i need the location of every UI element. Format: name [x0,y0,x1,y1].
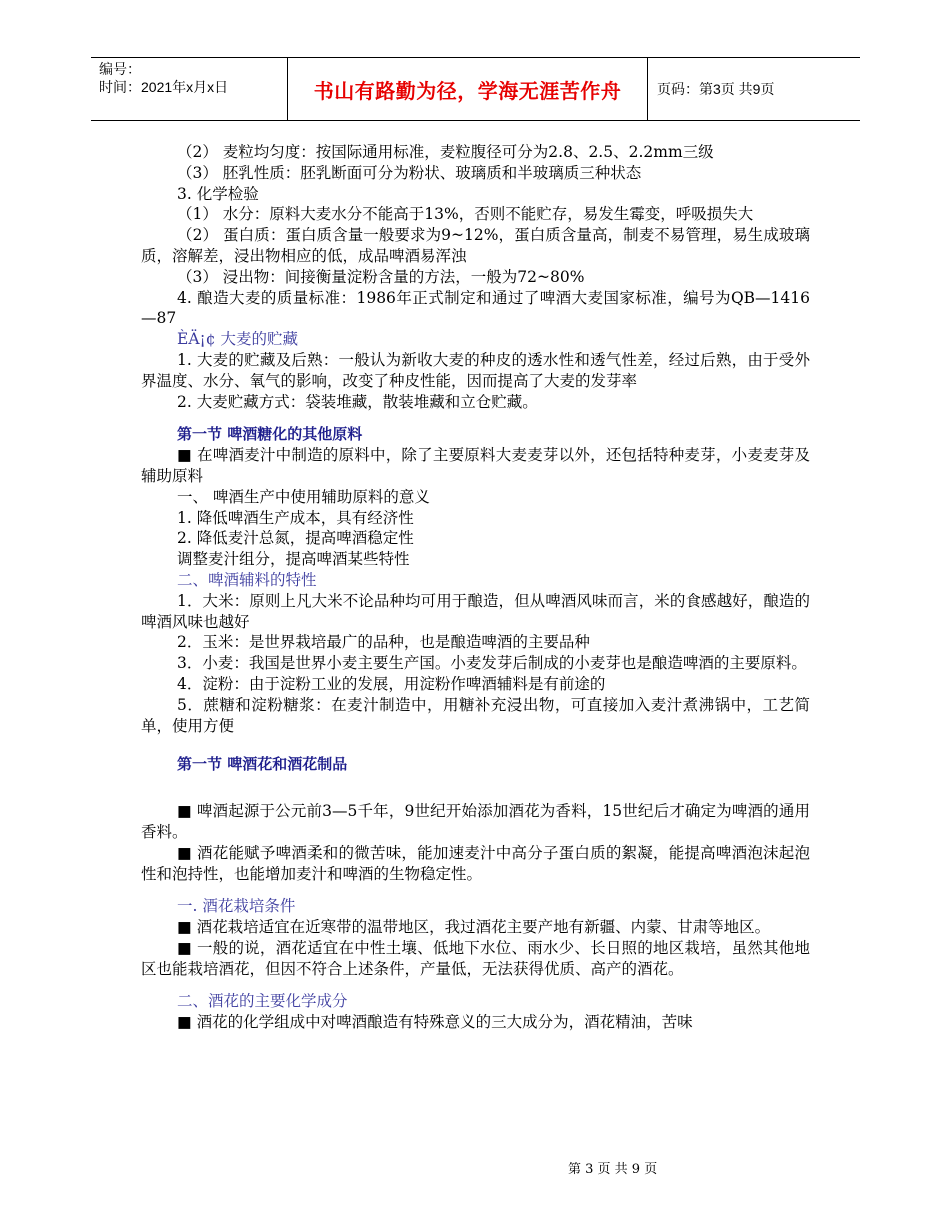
paragraph: ■ 酒花能赋予啤酒柔和的微苦味，能加速麦汁中高分子蛋白质的絮凝，能提高啤酒泡沫起泡性和泡持性，也能增加麦汁和啤酒的生物稳定性。 [141,843,810,883]
subheading: 一. 酒花栽培条件 [177,897,296,916]
paragraph: ■ 一般的说，酒花适宜在中性土壤、低地下水位、雨水少、长日照的地区栽培，虽然其他地区也能栽培酒花，但因不符合上述条件，产量低，无法获得优质、高产的酒花。 [141,938,810,978]
paragraph: 3．小麦：我国是世界小麦主要生产国。小麦发芽后制成的小麦芽也是酿造啤酒的主要原料。 [177,654,807,673]
paragraph: （1） 水分：原料大麦水分不能高于13%，否则不能贮存，易发生霉变，呼吸损失大 [177,205,754,224]
number-label: 编号： [99,61,141,77]
paragraph: 1．大米：原则上凡大米不论品种均可用于酿造，但从啤酒风味而言，米的食感越好，酿造的啤酒风味也越好 [141,591,810,631]
header-page-cell [649,58,860,120]
subheading: 二、啤酒辅料的特性 [177,570,317,589]
subheading: ÈÄ¡¢ 大麦的贮藏 [177,330,299,349]
paragraph: （2） 麦粒均匀度：按国际通用标准，麦粒腹径可分为2.8、2.5、2.2mm三级 [177,143,714,161]
header-meta [91,58,287,120]
paragraph: ■ 酒花的化学组成中对啤酒酿造有特殊意义的三大成分为，酒花精油，苦味 [177,1013,693,1032]
paragraph: 5．蔗糖和淀粉糖浆：在麦汁制造中，用糖补充浸出物，可直接加入麦汁煮沸锅中，工艺简单，使用方便 [141,695,810,735]
paragraph: 4．淀粉：由于淀粉工业的发展，用淀粉作啤酒辅料是有前途的 [177,674,606,693]
time-label: 时间：2021年x月x日 [99,79,229,95]
paragraph: ■ 在啤酒麦汁中制造的原料中，除了主要原料大麦麦芽以外，还包括特种麦芽，小麦麦芽及辅助原料 [141,446,810,485]
page-header [91,57,860,121]
section-title: 第一节 啤酒糖化的其他原料 [177,425,363,444]
paragraph: 2. 降低麦汁总氮，提高啤酒稳定性 [177,529,414,548]
motto: 书山有路勤为径，学海无涯苦作舟 [313,78,622,103]
paragraph: 2. 大麦贮藏方式：袋装堆藏，散装堆藏和立仓贮藏。 [177,392,538,411]
paragraph: （2） 蛋白质：蛋白质含量一般要求为9~12%，蛋白质含量高，制麦不易管理，易生成玻璃质，溶解差，浸出物相应的低，成品啤酒易浑浊 [141,226,810,265]
paragraph: 4. 酿造大麦的质量标准：1986年正式制定和通过了啤酒大麦国家标准，编号为QB—1416—87 [141,288,810,328]
document-body [141,142,810,1033]
paragraph: （3） 浸出物：间接衡量淀粉含量的方法，一般为72~80% [177,267,585,286]
paragraph: 调整麦汁组分，提高啤酒某些特性 [177,550,410,569]
paragraph: 1. 大麦的贮藏及后熟：一般认为新收大麦的种皮的透水性和透气性差，经过后熟，由于受外界温度、水分、氧气的影响，改变了种皮性能，因而提高了大麦的发芽率 [141,350,810,390]
paragraph: ■ 酒花栽培适宜在近寒带的温带地区，我过酒花主要产地有新疆、内蒙、甘肃等地区。 [177,918,771,937]
paragraph: 3. 化学检验 [177,184,259,203]
paragraph: 一、 啤酒生产中使用辅助原料的意义 [177,487,430,506]
footer-page-number: 第 3 页 共 9 页 [568,1162,658,1177]
paragraph: ■ 啤酒起源于公元前3—5千年，9世纪开始添加酒花为香料，15世纪后才确定为啤酒的通用香料。 [141,802,810,841]
paragraph: 1. 降低啤酒生产成本，具有经济性 [177,508,414,527]
header-motto-cell [287,58,648,120]
subheading: 二、酒花的主要化学成分 [177,992,348,1011]
paragraph: （3） 胚乳性质：胚乳断面可分为粉状、玻璃质和半玻璃质三种状态 [177,163,642,182]
paragraph: 2．玉米：是世界栽培最广的品种，也是酿造啤酒的主要品种 [177,633,590,652]
page-label: 页码：第3页 共9页 [657,81,775,97]
section-title: 第一节 啤酒花和酒花制品 [177,755,348,774]
